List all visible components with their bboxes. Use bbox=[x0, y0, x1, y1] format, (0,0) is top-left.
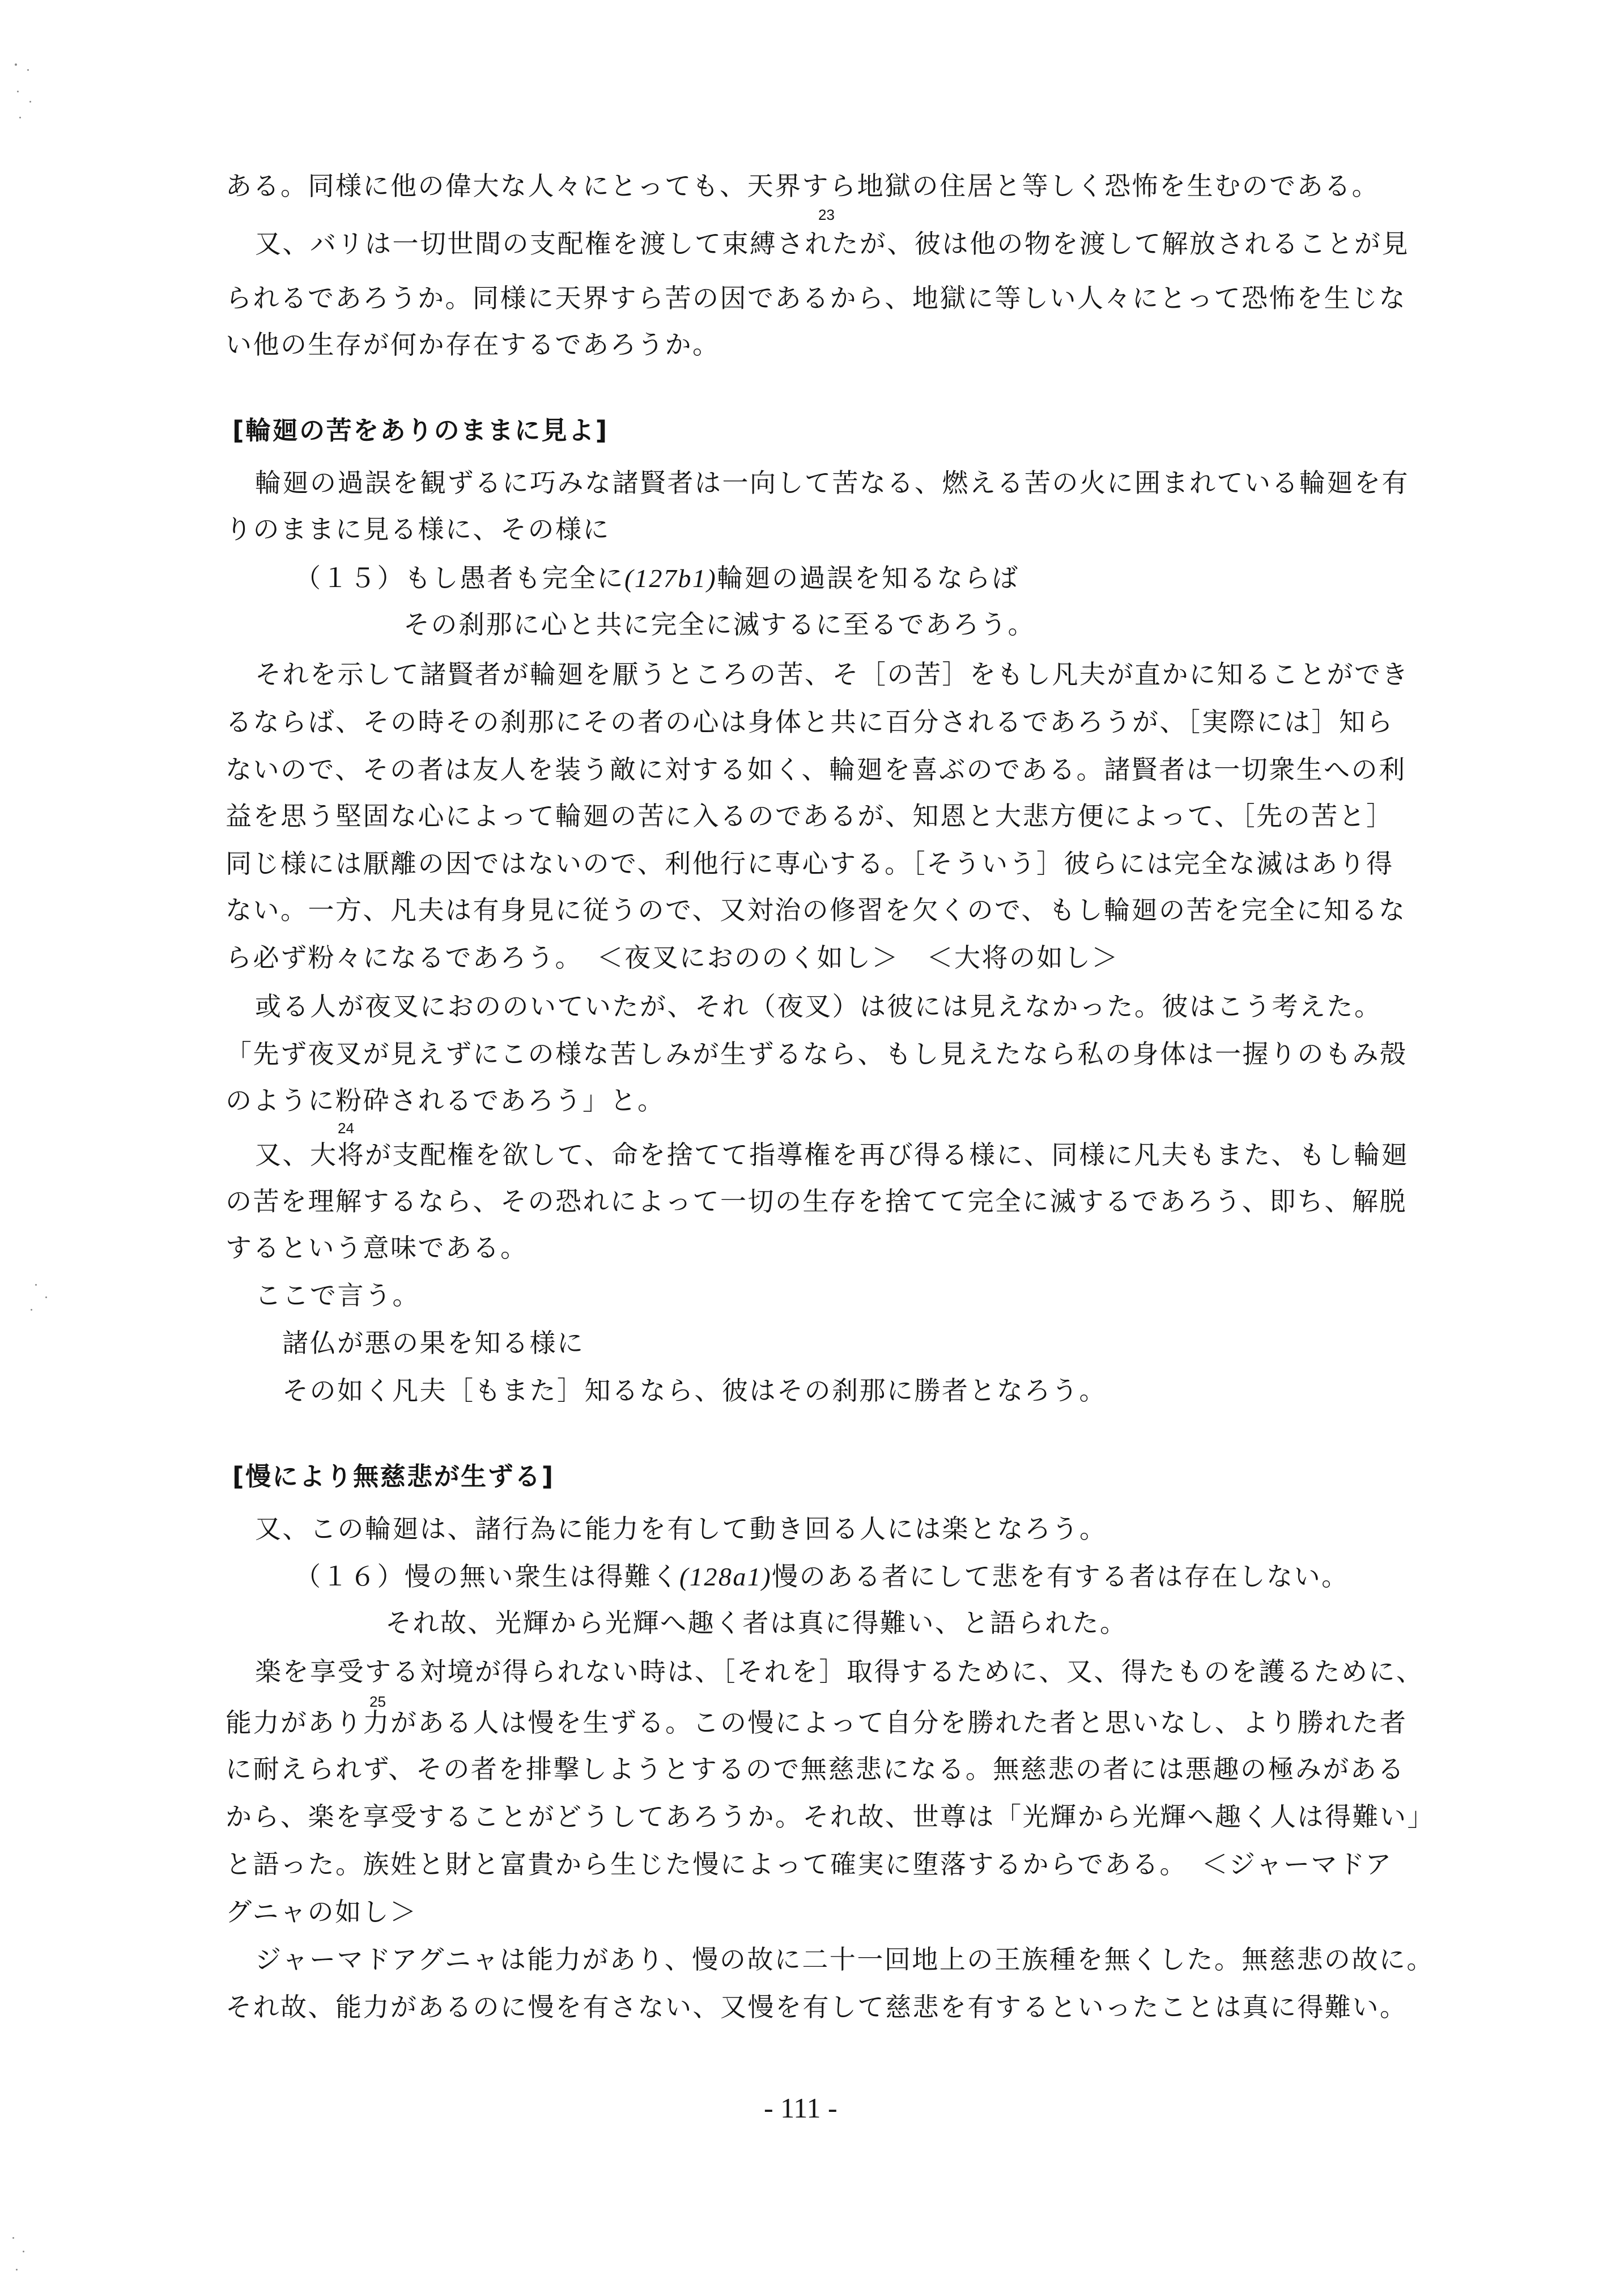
text-line: のように粉砕されるであろう」と。 bbox=[226, 1085, 665, 1116]
scan-artifact bbox=[35, 1284, 37, 1286]
verse-line: その如く凡夫［もまた］知るなら、彼はその刹那に勝者となろう。 bbox=[282, 1375, 1107, 1406]
text-line: い他の生存が何か存在するであろうか。 bbox=[226, 329, 720, 360]
text-line: ない。一方、凡夫は有身見に従うので、又対治の修習を欠くので、もし輪廻の苦を完全に知るな bbox=[226, 895, 1406, 925]
text-line: するという意味である。 bbox=[226, 1232, 528, 1263]
scan-artifact bbox=[12, 2237, 14, 2239]
verse-line: それ故、光輝から光輝へ趣く者は真に得難い、と語られた。 bbox=[385, 1608, 1128, 1638]
scan-artifact bbox=[19, 117, 21, 118]
text-line: の苦を理解するなら、その恐れによって一切の生存を捨てて完全に滅するであろう、即ち、解脱 bbox=[226, 1186, 1408, 1217]
text-line: それ故、能力があるのに慢を有さない、又慢を有して慈悲を有するといったことは真に得難い。 bbox=[226, 1992, 1408, 2022]
verse-line bbox=[295, 1559, 1349, 1594]
text-line: 又、大将が支配権を欲して、命を捨てて指導権を再び得る様に、同様に凡夫もまた、もし輪廻 bbox=[255, 1140, 1409, 1170]
section-heading: [慢により無慈悲が生ずる] bbox=[232, 1461, 555, 1491]
text-line: ここで言う。 bbox=[255, 1280, 420, 1311]
text-line: ある。同様に他の偉大な人々にとっても、天界すら地獄の住居と等しく恐怖を生むのである。 bbox=[226, 171, 1380, 201]
text-line: 益を思う堅固な心によって輪廻の苦に入るのであるが、知恩と大悲方便によって、［先の苦と］ bbox=[226, 801, 1394, 831]
text-line: から、楽を享受することがどうしてあろうか。それ故、世尊は「光輝から光輝へ趣く人は得難い」 bbox=[226, 1801, 1435, 1832]
text-line: 或る人が夜叉におののいていたが、それ（夜叉）は彼には見えなかった。彼はこう考えた。 bbox=[255, 991, 1382, 1022]
text-line: りのままに見る様に、その様に bbox=[226, 514, 610, 545]
text-line: 又、この輪廻は、諸行為に能力を有して動き回る人には楽となろう。 bbox=[255, 1513, 1107, 1544]
scan-artifact bbox=[16, 2269, 18, 2271]
scan-artifact bbox=[31, 1309, 32, 1311]
text-line: と語った。族姓と財と富貴から生じた慢によって確実に堕落するからである。 ＜ジャーマドア bbox=[226, 1849, 1393, 1880]
verse-line bbox=[295, 561, 1019, 596]
footnote-marker: 25 bbox=[369, 1693, 386, 1710]
text-line: 同じ様には厭離の因ではないので、利他行に専心する。［そういう］彼らには完全な滅はあり得 bbox=[226, 848, 1394, 879]
text-line: 輪廻の過誤を観ずるに巧みな諸賢者は一向して苦なる、燃える苦の火に囲まれている輪廻を有 bbox=[255, 467, 1409, 498]
text-line: ら必ず粉々になるであろう。 ＜夜叉におののく如し＞ ＜大将の如し＞ bbox=[226, 942, 1120, 973]
text-line: それを示して諸賢者が輪廻を厭うところの苦、そ［の苦］をもし凡夫が直かに知ることができ bbox=[255, 659, 1409, 690]
text-line: るならば、その時その刹那にその者の心は身体と共に百分されるであろうが、［実際には］知ら bbox=[226, 707, 1395, 737]
page-number: - 111 - bbox=[764, 2092, 837, 2124]
text-line: ジャーマドアグニャは能力があり、慢の故に二十一回地上の王族種を無くした。無慈悲の故に。 bbox=[255, 1944, 1434, 1975]
text-line: られるであろうか。同様に天界すら苦の因であるから、地獄に等しい人々にとって恐怖を生じな bbox=[226, 283, 1407, 313]
scan-artifact bbox=[23, 2251, 24, 2252]
folio-reference: (128a1) bbox=[679, 1562, 772, 1591]
verse-line: 諸仏が悪の果を知る様に bbox=[282, 1328, 585, 1358]
text-line: 「先ず夜叉が見えずにこの様な苦しみが生ずるなら、もし見えたなら私の身体は一握りのもみ殻 bbox=[226, 1039, 1408, 1069]
verse-number-15-text: （１５）もし愚者も完全に bbox=[295, 563, 624, 593]
verse-text: 輪廻の過誤を知るならば bbox=[717, 563, 1019, 593]
text-line: に耐えられず、その者を排撃しようとするので無慈悲になる。無慈悲の者には悪趣の極みがある bbox=[226, 1754, 1405, 1784]
verse-number-16-text: （１６）慢の無い衆生は得難く bbox=[295, 1561, 679, 1592]
text-line: 能力があり力がある人は慢を生ずる。この慢によって自分を勝れた者と思いなし、より勝れた者 bbox=[226, 1707, 1408, 1738]
folio-reference: (127b1) bbox=[624, 564, 717, 593]
scan-artifact bbox=[27, 69, 29, 71]
scan-artifact bbox=[17, 91, 19, 92]
text-line: グニャの如し＞ bbox=[226, 1897, 418, 1927]
text-line: ないので、その者は友人を装う敵に対する如く、輪廻を喜ぶのである。諸賢者は一切衆生への利 bbox=[226, 754, 1406, 785]
scan-artifact bbox=[45, 1296, 47, 1298]
footnote-marker: 24 bbox=[338, 1120, 354, 1137]
verse-line: その刹那に心と共に完全に滅するに至るであろう。 bbox=[403, 609, 1036, 640]
text-line: 又、バリは一切世間の支配権を渡して束縛されたが、彼は他の物を渡して解放されることが見 bbox=[255, 228, 1409, 259]
text-line: 楽を享受する対境が得られない時は、［それを］取得するために、又、得たものを護るために、 bbox=[255, 1656, 1424, 1687]
section-heading: [輪廻の苦をありのままに見よ] bbox=[232, 415, 609, 445]
verse-text: 慢のある者にして悲を有する者は存在しない。 bbox=[772, 1561, 1349, 1592]
scan-artifact bbox=[29, 101, 31, 103]
scan-artifact bbox=[15, 63, 17, 66]
footnote-marker: 23 bbox=[818, 206, 835, 223]
